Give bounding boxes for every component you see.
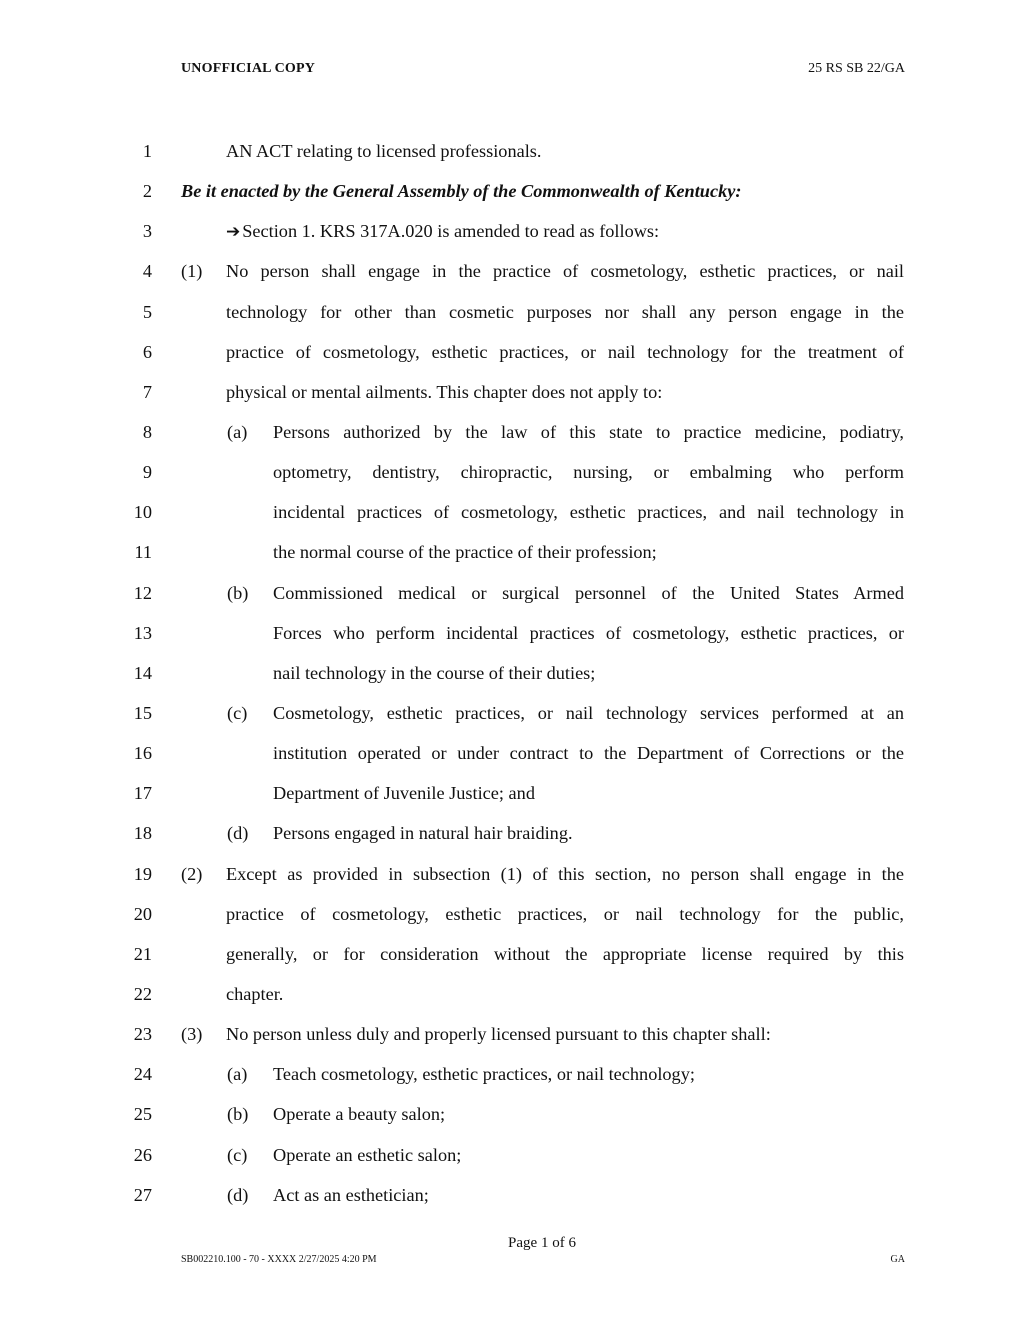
line-number: 3 [142, 221, 152, 242]
line-number: 12 [133, 582, 152, 603]
line-number: 17 [133, 783, 152, 804]
line-number: 13 [133, 622, 152, 643]
line-number: 5 [142, 301, 152, 322]
line-text: Operate a beauty salon; [273, 1104, 446, 1125]
text-line [0, 251, 1024, 291]
right-arrow-icon: ➔ [226, 222, 241, 243]
line-number: 4 [142, 261, 152, 282]
line-number: 25 [133, 1104, 152, 1125]
text-line [0, 894, 1024, 934]
paragraph-label: (b) [227, 582, 249, 603]
line-text: practice of cosmetology, esthetic practices, or nail technology for the public, [226, 903, 904, 924]
text-line [0, 1135, 1024, 1175]
line-text: institution operated or under contract to the Department of Corrections or the [273, 743, 904, 764]
section-heading [226, 211, 659, 252]
text-line [0, 573, 1024, 613]
line-text: Commissioned medical or surgical personnel of the United States Armed [273, 582, 904, 603]
subsection-label: (3) [181, 1024, 203, 1045]
line-text: chapter. [226, 983, 284, 1004]
line-number: 20 [133, 903, 152, 924]
line-number: 26 [133, 1144, 152, 1165]
line-number: 9 [142, 462, 152, 483]
line-number: 8 [142, 421, 152, 442]
line-number: 11 [134, 542, 152, 563]
footer-initials: GA [890, 1254, 905, 1265]
section-heading-text: Section 1. KRS 317A.020 is amended to read as follows: [242, 221, 660, 242]
text-line [0, 613, 1024, 653]
text-line [0, 1094, 1024, 1134]
line-number: 22 [133, 983, 152, 1004]
text-line [0, 934, 1024, 974]
text-line [0, 292, 1024, 332]
text-line [0, 492, 1024, 532]
bill-text-body [0, 131, 1024, 1215]
text-line [0, 1054, 1024, 1094]
line-text: Except as provided in subsection (1) of this section, no person shall engage in the [226, 863, 904, 884]
line-number: 18 [133, 823, 152, 844]
text-line [0, 332, 1024, 372]
text-line [0, 372, 1024, 412]
line-text: Persons authorized by the law of this state to practice medicine, podiatry, [273, 421, 904, 442]
text-line [0, 813, 1024, 853]
line-text: Teach cosmetology, esthetic practices, or nail technology; [273, 1064, 695, 1085]
line-number: 21 [133, 943, 152, 964]
line-number: 14 [133, 662, 152, 683]
paragraph-label: (d) [227, 823, 249, 844]
line-number: 7 [142, 381, 152, 402]
line-text: AN ACT relating to licensed professionals. [226, 141, 542, 161]
line-text: No person unless duly and properly licensed pursuant to this chapter shall: [226, 1024, 771, 1045]
line-text: Cosmetology, esthetic practices, or nail technology services performed at an [273, 702, 904, 723]
paragraph-label: (c) [227, 1144, 248, 1165]
text-line [0, 1014, 1024, 1054]
line-text: incidental practices of cosmetology, esthetic practices, and nail technology in [273, 502, 904, 523]
text-line [0, 854, 1024, 894]
line-text: Operate an esthetic salon; [273, 1144, 462, 1165]
text-line [0, 974, 1024, 1014]
text-line [0, 693, 1024, 733]
text-line [0, 532, 1024, 572]
line-number: 16 [133, 743, 152, 764]
line-number: 10 [133, 502, 152, 523]
paragraph-label: (c) [227, 702, 248, 723]
text-line [0, 412, 1024, 452]
paragraph-label: (a) [227, 421, 248, 442]
line-text: Act as an esthetician; [273, 1184, 429, 1205]
text-line [0, 171, 1024, 211]
line-text: generally, or for consideration without the appropriate license required by this [226, 943, 904, 964]
text-line [0, 452, 1024, 492]
line-number: 19 [133, 863, 152, 884]
line-number: 6 [142, 341, 152, 362]
document-code: SB002210.100 - 70 - XXXX 2/27/2025 4:20 PM [181, 1254, 377, 1265]
line-number: 15 [133, 702, 152, 723]
header-unofficial-copy: UNOFFICIAL COPY [181, 61, 316, 76]
line-number: 1 [142, 141, 152, 161]
line-text: Department of Juvenile Justice; and [273, 783, 535, 804]
line-number: 27 [133, 1184, 152, 1205]
paragraph-label: (b) [227, 1104, 249, 1125]
enacting-clause: Be it enacted by the General Assembly of the Commonwealth of Kentucky: [181, 181, 742, 202]
text-line [0, 773, 1024, 813]
subsection-label: (2) [181, 863, 203, 884]
line-text: Forces who perform incidental practices of cosmetology, esthetic practices, or [273, 622, 904, 643]
line-text: physical or mental ailments. This chapter does not apply to: [226, 381, 663, 402]
line-text: practice of cosmetology, esthetic practices, or nail technology for the treatment of [226, 341, 904, 362]
line-text: optometry, dentistry, chiropractic, nursing, or embalming who perform [273, 462, 904, 483]
line-text: No person shall engage in the practice of cosmetology, esthetic practices, or nail [226, 261, 904, 282]
paragraph-label: (a) [227, 1064, 248, 1085]
line-text: technology for other than cosmetic purposes nor shall any person engage in the [226, 301, 904, 322]
text-line [0, 1175, 1024, 1215]
line-number: 2 [142, 181, 152, 202]
paragraph-label: (d) [227, 1184, 249, 1205]
header-bill-id: 25 RS SB 22/GA [808, 61, 905, 76]
line-text: nail technology in the course of their duties; [273, 662, 596, 683]
line-text: Persons engaged in natural hair braiding. [273, 823, 573, 844]
line-number: 23 [133, 1024, 152, 1045]
text-line [0, 131, 1024, 171]
text-line [0, 211, 1024, 251]
subsection-label: (1) [181, 261, 203, 282]
line-text: the normal course of the practice of their profession; [273, 542, 657, 563]
text-line [0, 653, 1024, 693]
text-line [0, 733, 1024, 773]
page-number: Page 1 of 6 [508, 1235, 576, 1251]
line-number: 24 [133, 1064, 152, 1085]
